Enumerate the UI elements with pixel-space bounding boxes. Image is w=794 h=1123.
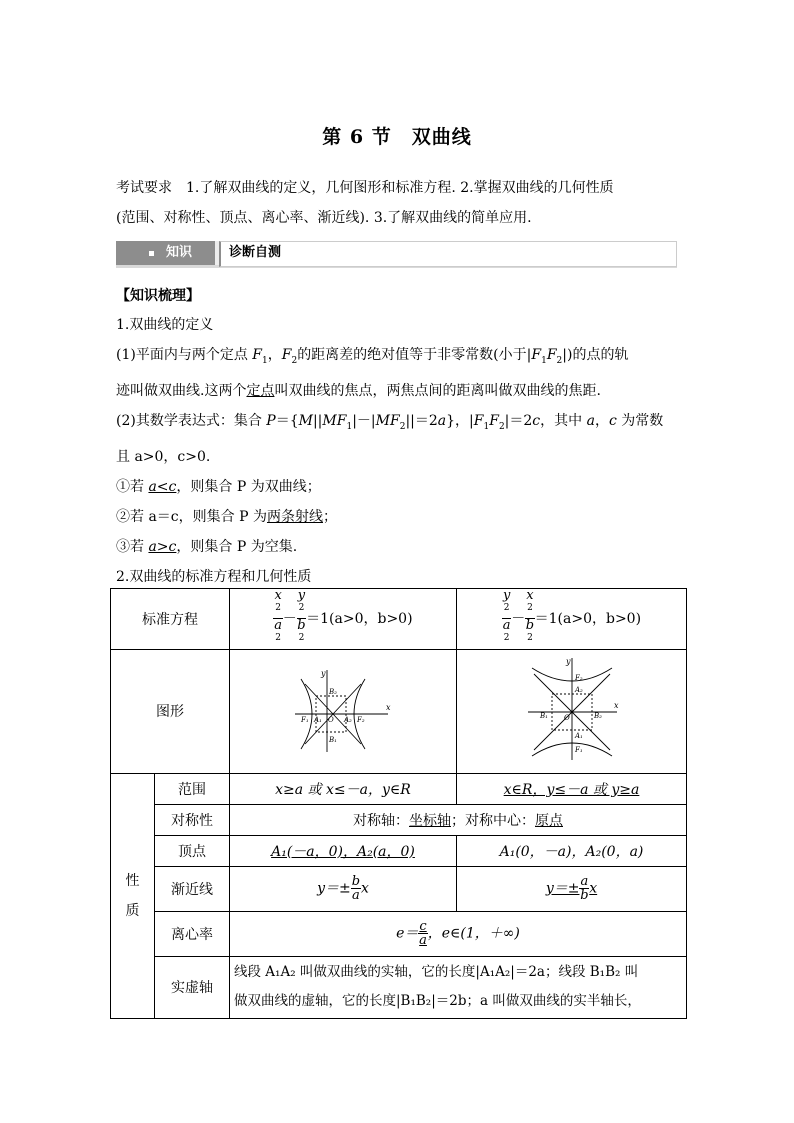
table-row: [111, 911, 687, 956]
definition-heading: 1.双曲线的定义: [116, 317, 214, 333]
svg-text:O: O: [563, 714, 570, 723]
svg-text:x: x: [613, 701, 619, 711]
case-3: ③若 a>c，则集合 P 为空集.: [116, 538, 298, 555]
asymptote-horizontal: y＝± $\frac{b}{a}$ x: [230, 866, 457, 911]
row-label-eccentricity: 离心率: [155, 911, 230, 956]
requirement-line-1: 考试要求 1.了解双曲线的定义，几何图形和标准方程. 2.掌握双曲线的几何性质: [116, 180, 614, 196]
svg-text:O: O: [328, 716, 334, 725]
std-eq-horizontal: x $^2$ a $^2$ － y $^2$ b $^2$ ＝1(a>0，b>0): [230, 589, 457, 650]
svg-text:B₁: B₁: [329, 736, 337, 745]
svg-text:y: y: [565, 657, 571, 667]
graph-horizontal: [230, 649, 457, 773]
svg-text:A₁: A₁: [314, 716, 322, 725]
hyperbola-horizontal-figure: [293, 664, 393, 754]
range-horizontal: x≥a 或 x≤－a，y∈R: [230, 773, 457, 804]
svg-text:A₁: A₁: [574, 732, 583, 741]
table-row: [111, 835, 687, 866]
table-row: [111, 956, 687, 1018]
page-title: 第 6 节 双曲线: [322, 126, 472, 148]
svg-text:A₂: A₂: [344, 716, 352, 725]
row-label-vertex: 顶点: [155, 835, 230, 866]
definition-block: [116, 310, 686, 592]
side-label-properties: 性 质: [111, 773, 155, 1018]
row-label-axes: 实虚轴: [155, 956, 230, 1018]
graph-vertical: [457, 649, 687, 773]
svg-text:F₂: F₂: [357, 716, 365, 725]
svg-text:F₁: F₁: [301, 716, 309, 725]
row-label-asymptote: 渐近线: [155, 866, 230, 911]
knowledge-heading: 【知识梳理】: [116, 288, 200, 304]
case-1: ①若 a<c，则集合 P 为双曲线；: [116, 478, 321, 495]
requirement-line-2: (范围、对称性、顶点、离心率、渐近线). 3.了解双曲线的简单应用.: [116, 210, 532, 226]
table-row: [111, 649, 687, 773]
table-heading: 2.双曲线的标准方程和几何性质: [116, 568, 312, 585]
vertex-horizontal: A₁(－a，0)，A₂(a，0): [230, 835, 457, 866]
vertex-vertical: A₁(0，－a)，A₂(0，a): [457, 835, 687, 866]
table-row: [111, 804, 687, 835]
std-eq-vertical: y $^2$ a $^2$ － x $^2$ b $^2$ ＝1(a>0，b>0): [457, 589, 687, 650]
row-label-range: 范围: [155, 773, 230, 804]
header-std-eq: 标准方程: [111, 589, 230, 650]
axes-value: 线段 A₁A₂ 叫做双曲线的实轴，它的长度|A₁A₂|＝2a；线段 B₁B₂ 叫 做双曲线的虚轴，它的长度|B₁B₂|＝2b；a 叫做双曲线的实半轴长，: [230, 956, 687, 1018]
table-row: [111, 773, 687, 804]
definition-p1: (1)平面内与两个定点 $F_1$，$F_2$的距离差的绝对值等于非零常数(小于$|F_1F_2|$)的点的轨: [116, 347, 629, 366]
case-2: ②若 a＝c，则集合 P 为两条射线；: [116, 508, 337, 525]
svg-text:y: y: [321, 669, 326, 679]
svg-text:F₂: F₂: [574, 674, 583, 683]
svg-text:B₂: B₂: [329, 688, 337, 697]
definition-p2: (2)其数学表达式：集合 $P=\{M||MF_1|-|MF_2||=2a\}$，$|F_1F_2|=2c$，其中 a，c 为常数: [116, 412, 664, 432]
row-label-symmetry: 对称性: [155, 804, 230, 835]
banner-tag: 知识: [116, 241, 215, 265]
table-row: [111, 866, 687, 911]
definition-p2-line2: 且 a>0，c>0.: [116, 448, 211, 465]
requirement-label: 考试要求: [116, 180, 172, 196]
symmetry-value: 对称轴：坐标轴；对称中心：原点: [230, 804, 687, 835]
header-graph: 图形: [111, 649, 230, 773]
svg-text:B₁: B₁: [539, 712, 548, 721]
svg-text:F₁: F₁: [574, 746, 583, 755]
square-bullet-icon: [149, 251, 154, 256]
hyperbola-vertical-figure: [522, 654, 622, 764]
table-row: [111, 589, 687, 650]
definition-p1-line2: 迹叫做双曲线.这两个定点叫双曲线的焦点，两焦点间的距离叫做双曲线的焦距.: [116, 382, 601, 399]
section-banner: [116, 241, 677, 268]
properties-table: [110, 588, 687, 1019]
range-vertical: x∈R，y≤－a 或 y≥a: [457, 773, 687, 804]
svg-text:x: x: [386, 703, 391, 713]
exam-requirement: [116, 173, 686, 233]
svg-text:B₂: B₂: [593, 712, 602, 721]
banner-subtitle: 诊断自测: [219, 241, 677, 267]
eccentricity-value: e＝ $\frac{c}{a}$ ，e∈(1，＋∞): [230, 911, 687, 956]
asymptote-vertical: y＝± $\frac{a}{b}$ x: [457, 866, 687, 911]
svg-text:A₂: A₂: [574, 686, 583, 695]
